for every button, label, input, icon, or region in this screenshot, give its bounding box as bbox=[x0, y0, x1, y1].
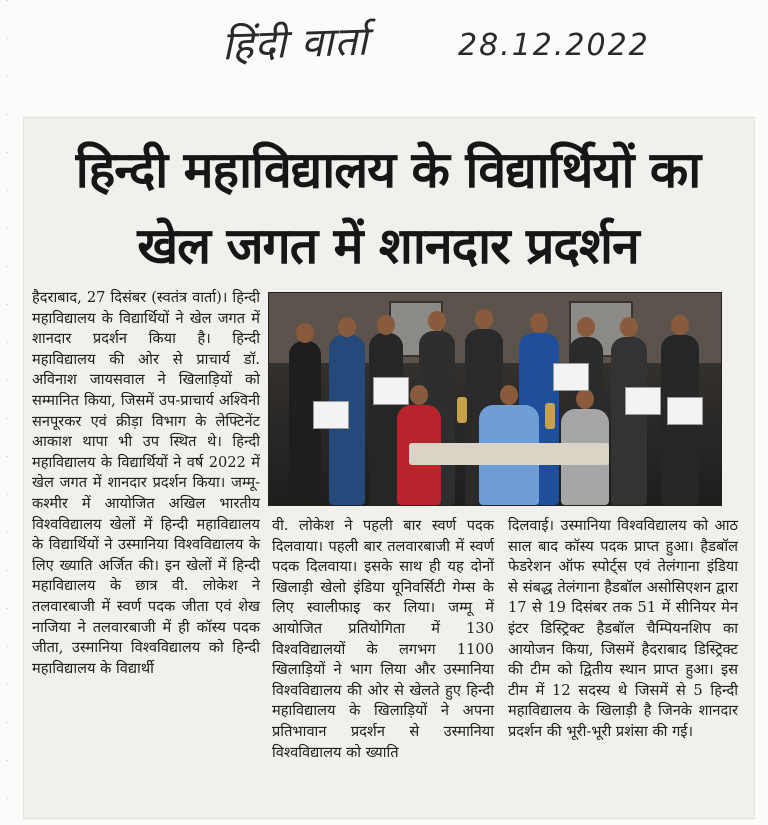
photo-certificate bbox=[373, 377, 409, 405]
photo-person-head bbox=[577, 317, 595, 337]
photo-person-head bbox=[475, 309, 493, 329]
photo-person-head bbox=[410, 385, 428, 405]
photo-person-head bbox=[620, 317, 638, 337]
article-column-2: वी. लोकेश ने पहली बार स्वर्ण पदक दिलवाया। पहली बार तलवारबाजी में स्वर्ण पदक दिलवाया। इसके साथ ही यह दोनों खिलाड़ी खेलो इंडिया यूनिवर्सिटी गेम्स के लिए स्वालीफाइ कर लिया। जम्मू में आयोजित प्रतियोगिता में 130 विश्वविद्यालयों के लगभग 1100 खिलाड़ियों ने भाग लिया और उस्मानिया विश्वविद्यालय की ओर से खेलते हुए हिन्दी महाविद्यालय के खिलाड़ियों ने अपना प्रतिभावान प्रदर्शन से उस्मानिया विश्वविद्यालय को ख्याति bbox=[272, 517, 494, 761]
photo-person-head bbox=[338, 317, 356, 337]
photo-table bbox=[409, 443, 609, 465]
photo-certificate bbox=[667, 397, 703, 425]
photo-person-head bbox=[671, 315, 689, 335]
photo-person-head bbox=[576, 389, 594, 409]
photo-person-head bbox=[296, 323, 314, 343]
article-column-1: हैदराबाद, 27 दिसंबर (स्वतंत्र वार्ता)। हिन्दी महाविद्यालय के विद्यार्थियों ने खेल जगत में शानदार प्रदर्शन किया है। हिन्दी महाविद्यालय की ओर से प्राचार्य डॉ. अविनाश जायसवाल ने खिलाड़ियों को सम्मानित किया, जिसमें उप-प्राचार्य अश्विनी सनपूरकर एवं क्रीड़ा विभाग के लेफ्टिनेंट आकाश थापा भी उप स्थित थे। हिन्दी महाविद्यालय के विद्यार्थियों ने वर्ष 2022 में खेल जगत में शानदार प्रदर्शन किया। जम्मू-कश्मीर में आयोजित अखिल भारतीय विश्वविद्यालय खेलों में हिन्दी महाविद्यालय के विद्यार्थियों ने उस्मानिया विश्वविद्यालय के लिए ख्याति अर्जित की। इन खेलों में हिन्दी महाविद्यालय के छात्र वी. लोकेश ने तलवारबाजी में स्वर्ण पदक जीता एवं शेख नाजिया ने तलवारबाजी में ही कॉस्य पदक जीता, उस्मानिया विश्वविद्यालय को हिन्दी महाविद्यालय के विद्यार्थी bbox=[32, 289, 260, 677]
article-column-3: दिलवाई। उस्मानिया विश्वविद्यालय को आठ साल बाद कॉस्य पदक प्राप्त हुआ। हैडबॉल फेडरेशन ऑफ स्पोर्ट्स एवं तेलंगाना इंडिया से संबद्ध तेलंगाना हैडबॉल असोसिएशन द्वारा 17 से 19 दिसंबर तक 51 में सीनियर मेन इंटर डिस्ट्रिक्ट हैडबॉल चैम्पियनशिप का आयोजन किया, जिसमें हैदराबाद डिस्ट्रिक्ट की टीम को द्वितीय स्थान प्राप्त हुआ। इस टीम में 12 सदस्य थे जिसमें से 5 हिन्दी महाविद्यालय के खिलाड़ी है जिनके शानदार प्रदर्शन की भूरी-भूरी प्रशंसा की गई। bbox=[508, 517, 738, 740]
photo-person-head bbox=[377, 315, 395, 335]
photo-trophy bbox=[545, 403, 555, 429]
photo-certificate bbox=[313, 401, 349, 429]
newspaper-clipping bbox=[24, 118, 754, 818]
photo-trophy bbox=[457, 397, 467, 423]
photo-person-head bbox=[500, 385, 518, 405]
handwritten-date: 28.12.2022 bbox=[458, 28, 650, 63]
photo-person-head bbox=[428, 311, 446, 331]
notebook-margin-lines bbox=[6, 0, 8, 825]
handwritten-publication-name: हिंदी वार्ता bbox=[221, 18, 370, 70]
news-photo-award-ceremony bbox=[268, 292, 722, 506]
article-headline: हिन्दी महाविद्यालय के विद्यार्थियों का खेल जगत में शानदार प्रदर्शन bbox=[75, 141, 701, 275]
photo-person-head bbox=[530, 313, 548, 333]
photo-certificate bbox=[553, 363, 589, 391]
photo-certificate bbox=[625, 387, 661, 415]
photo-person bbox=[611, 337, 647, 505]
